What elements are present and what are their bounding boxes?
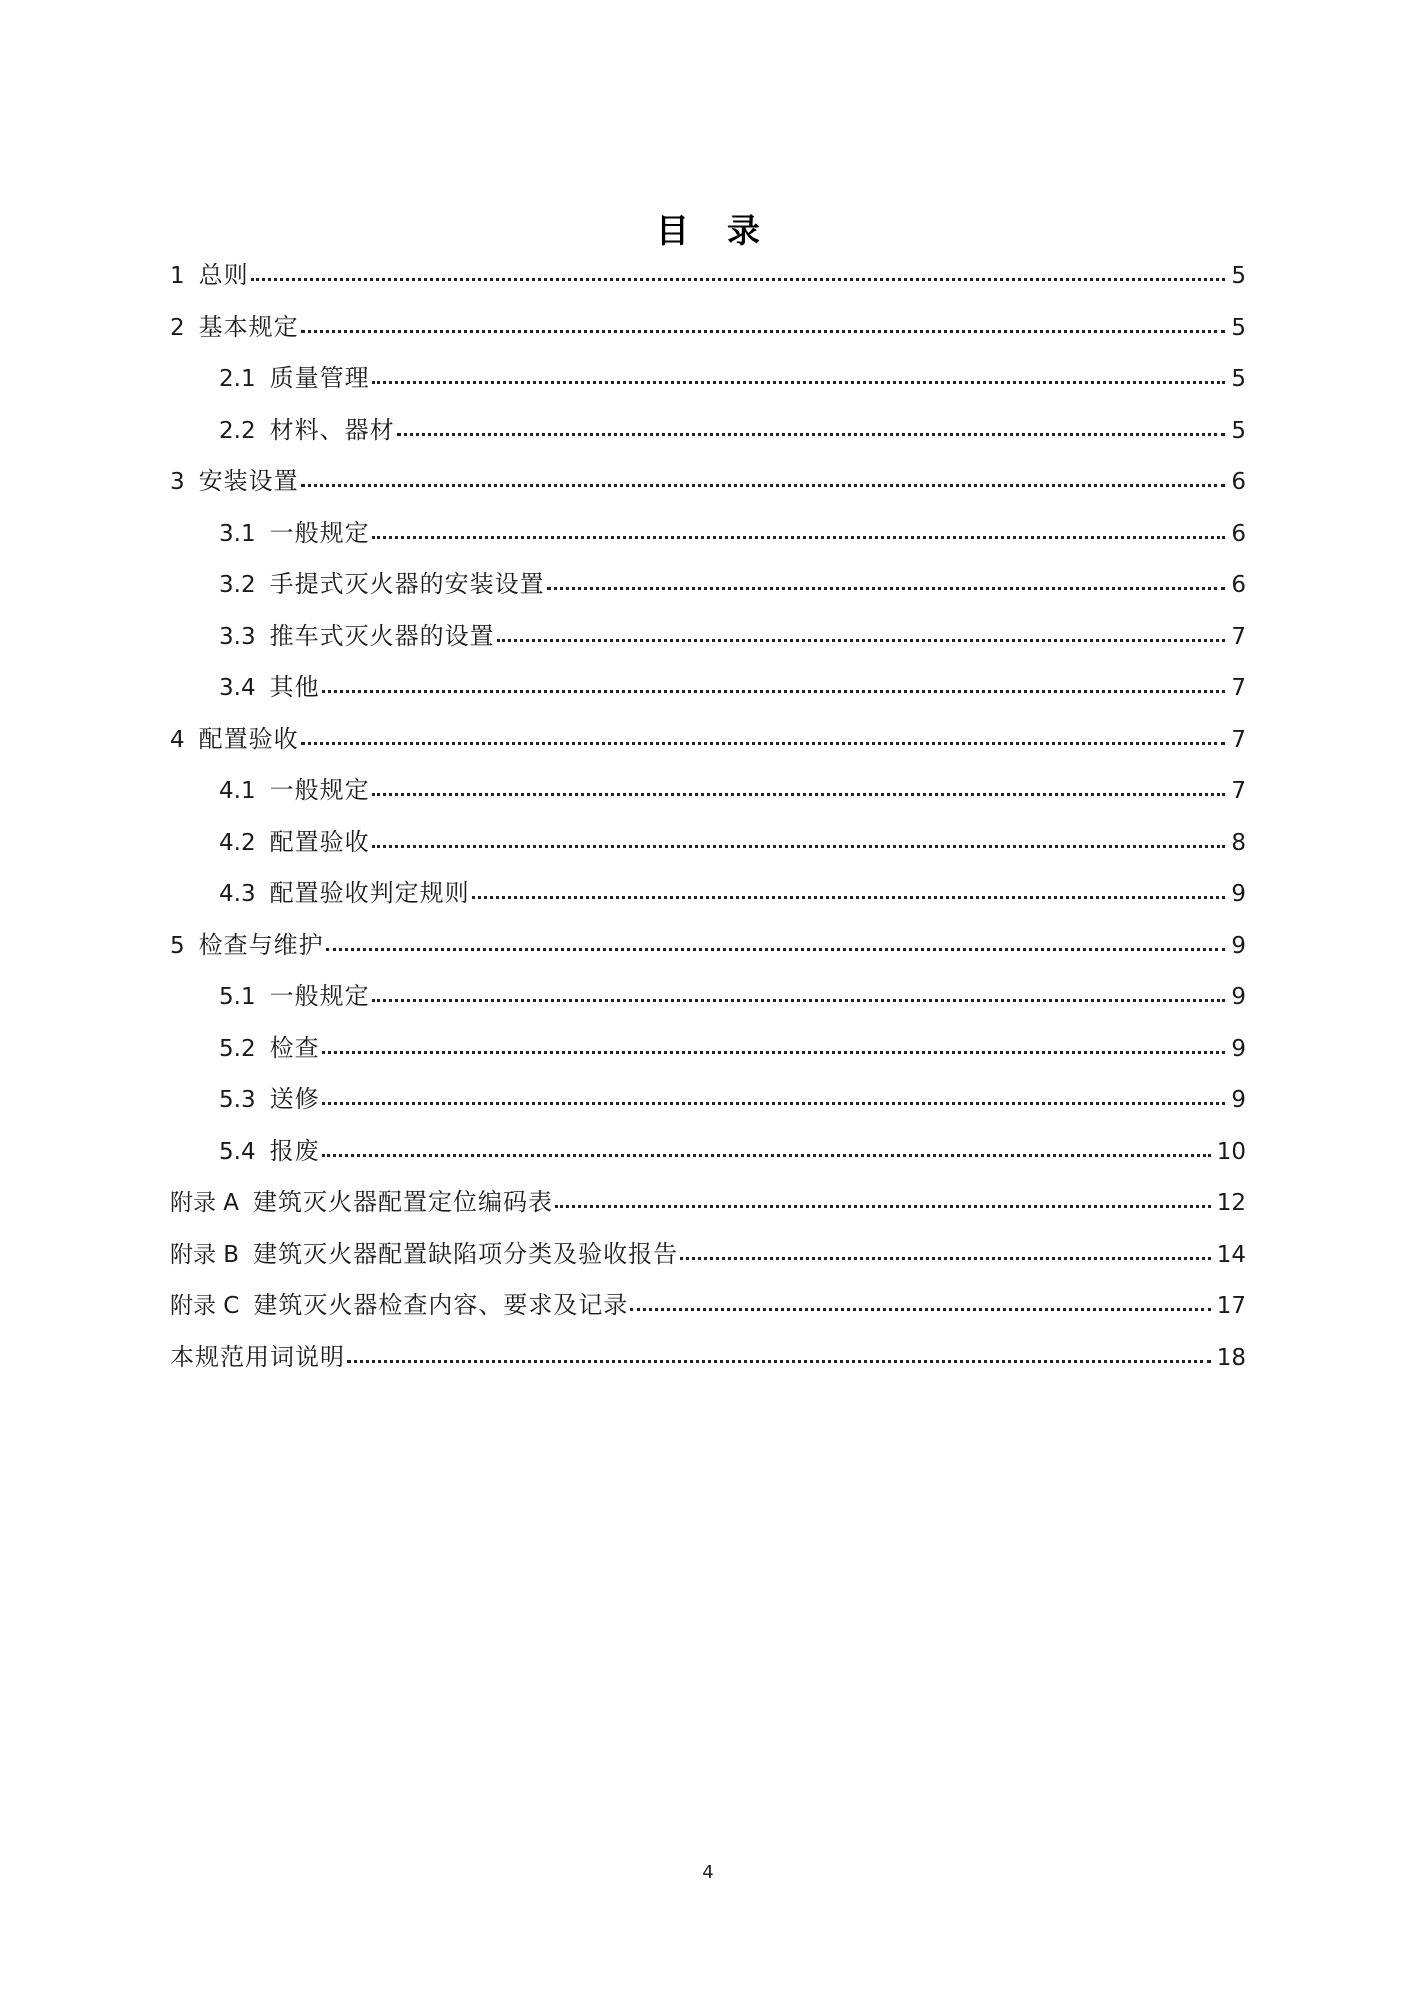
- toc-entry-page: 10: [1216, 1138, 1246, 1165]
- toc-entry-number: 附录 B: [170, 1241, 240, 1268]
- toc-entry-number: 3: [170, 469, 185, 495]
- dot-leader: [301, 315, 1226, 335]
- toc-entry-number: 4.1: [219, 778, 256, 804]
- toc-entry-label: 送修: [269, 1085, 320, 1113]
- toc-entry-page: 8: [1231, 829, 1246, 856]
- dot-leader: [326, 933, 1226, 953]
- dot-leader: [322, 1087, 1226, 1107]
- toc-entry-appendix-b[interactable]: [170, 1235, 1246, 1287]
- dot-leader: [251, 263, 1226, 283]
- toc-entry-1[interactable]: [170, 256, 1246, 308]
- toc-entry-page: 14: [1216, 1241, 1246, 1268]
- toc-entry-label: 手提式灭火器的安装设置: [269, 570, 545, 598]
- toc-entry-label: 建筑灭火器配置定位编码表: [253, 1188, 554, 1216]
- toc-entry-5-1[interactable]: [170, 977, 1246, 1029]
- toc-entry-3-1[interactable]: [170, 514, 1246, 566]
- toc-entry-label: 配置验收: [269, 827, 370, 856]
- dot-leader: [497, 624, 1226, 644]
- toc-entry-label: 一般规定: [269, 518, 370, 547]
- page-number: 4: [702, 1862, 714, 1883]
- toc-entry-label: 推车式灭火器的设置: [269, 621, 495, 650]
- dot-leader: [372, 830, 1226, 850]
- dot-leader: [680, 1242, 1211, 1262]
- toc-entry-3[interactable]: [170, 462, 1246, 514]
- dot-leader: [397, 418, 1226, 438]
- toc-entry-label: 一般规定: [269, 982, 370, 1010]
- dot-leader: [322, 675, 1226, 695]
- toc-entry-label: 建筑灭火器配置缺陷项分类及验收报告: [253, 1239, 679, 1268]
- toc-entry-3-3[interactable]: [170, 617, 1246, 669]
- toc-entry-number: 5.1: [219, 984, 256, 1010]
- toc-entry-number: 附录 A: [170, 1190, 240, 1216]
- dot-leader: [547, 572, 1226, 592]
- toc-entry-5[interactable]: [170, 926, 1246, 978]
- toc-entry-number: 3.1: [219, 520, 256, 547]
- toc-entry-3-4[interactable]: [170, 668, 1246, 720]
- toc-entry-label: 材料、器材: [269, 415, 395, 444]
- dot-leader: [322, 1139, 1211, 1159]
- toc-entry-label: 基本规定: [198, 312, 299, 341]
- toc-title-char-1: 目: [656, 211, 689, 250]
- dot-leader: [630, 1293, 1210, 1313]
- toc-entry-number: 4.2: [219, 829, 256, 856]
- toc-entry-number: 5.4: [219, 1138, 256, 1165]
- toc-entry-page: 7: [1231, 623, 1246, 650]
- toc-entry-4-3[interactable]: [170, 874, 1246, 926]
- toc-entry-5-4[interactable]: [170, 1132, 1246, 1184]
- toc-entry-terminology[interactable]: [170, 1338, 1246, 1390]
- toc-entry-2-2[interactable]: [170, 411, 1246, 463]
- toc-entry-page: 9: [1231, 1087, 1246, 1113]
- toc-entry-label: 其他: [269, 673, 320, 701]
- toc-title: [0, 205, 1416, 252]
- toc-entry-number: 3.2: [219, 572, 256, 598]
- toc-entry-label: 建筑灭火器检查内容、要求及记录: [253, 1291, 629, 1319]
- dot-leader: [301, 469, 1226, 489]
- toc-entry-page: 9: [1231, 932, 1246, 959]
- toc-entry-appendix-c[interactable]: [170, 1286, 1246, 1338]
- toc-entry-4-1[interactable]: [170, 771, 1246, 823]
- toc-entry-label: 安装设置: [198, 467, 299, 495]
- toc-entry-5-2[interactable]: [170, 1029, 1246, 1081]
- toc-entry-label: 质量管理: [269, 364, 370, 392]
- toc-entry-label: 检查: [269, 1033, 320, 1062]
- dot-leader: [301, 727, 1226, 747]
- toc-entry-page: 17: [1216, 1293, 1246, 1319]
- toc-entry-number: 2.2: [219, 417, 256, 444]
- dot-leader: [372, 521, 1226, 541]
- table-of-contents: [170, 256, 1246, 1389]
- dot-leader: [555, 1190, 1211, 1210]
- toc-entry-2-1[interactable]: [170, 359, 1246, 411]
- dot-leader: [347, 1345, 1211, 1365]
- toc-entry-page: 9: [1231, 881, 1246, 907]
- toc-entry-page: 5: [1231, 314, 1246, 341]
- toc-entry-number: 4: [170, 726, 185, 753]
- toc-entry-label: 本规范用词说明: [170, 1342, 345, 1371]
- toc-entry-page: 7: [1231, 778, 1246, 804]
- dot-leader: [472, 881, 1226, 901]
- toc-entry-label: 报废: [269, 1136, 320, 1165]
- toc-entry-number: 2: [170, 314, 185, 341]
- toc-entry-number: 5: [170, 932, 185, 959]
- toc-entry-page: 12: [1216, 1190, 1246, 1216]
- toc-entry-number: 2.1: [219, 366, 256, 392]
- toc-entry-2[interactable]: [170, 308, 1246, 360]
- toc-entry-page: 5: [1231, 366, 1246, 392]
- toc-entry-number: 1: [170, 263, 185, 289]
- dot-leader: [322, 1036, 1226, 1056]
- toc-entry-page: 7: [1231, 675, 1246, 701]
- toc-entry-5-3[interactable]: [170, 1080, 1246, 1132]
- toc-entry-page: 7: [1231, 726, 1246, 753]
- dot-leader: [372, 778, 1226, 798]
- toc-entry-page: 6: [1231, 572, 1246, 598]
- toc-entry-label: 检查与维护: [198, 930, 324, 959]
- toc-entry-page: 5: [1231, 417, 1246, 444]
- toc-entry-3-2[interactable]: [170, 565, 1246, 617]
- toc-entry-label: 配置验收: [198, 724, 299, 753]
- toc-entry-label: 配置验收判定规则: [269, 879, 470, 907]
- toc-entry-label: 一般规定: [269, 776, 370, 804]
- toc-entry-number: 附录 C: [170, 1293, 240, 1319]
- toc-title-char-2: 录: [727, 211, 760, 250]
- toc-entry-label: 总则: [198, 261, 249, 289]
- toc-entry-appendix-a[interactable]: [170, 1183, 1246, 1235]
- toc-entry-number: 3.3: [219, 623, 256, 650]
- toc-entry-4-2[interactable]: [170, 823, 1246, 875]
- toc-entry-number: 5.2: [219, 1035, 256, 1062]
- toc-entry-4[interactable]: [170, 720, 1246, 772]
- toc-entry-number: 3.4: [219, 675, 256, 701]
- toc-entry-page: 5: [1231, 263, 1246, 289]
- toc-entry-page: 18: [1216, 1344, 1246, 1371]
- dot-leader: [372, 366, 1226, 386]
- dot-leader: [372, 984, 1226, 1004]
- toc-entry-number: 5.3: [219, 1087, 256, 1113]
- toc-entry-page: 6: [1231, 520, 1246, 547]
- toc-entry-page: 6: [1231, 469, 1246, 495]
- toc-entry-number: 4.3: [219, 881, 256, 907]
- toc-entry-page: 9: [1231, 984, 1246, 1010]
- toc-entry-page: 9: [1231, 1035, 1246, 1062]
